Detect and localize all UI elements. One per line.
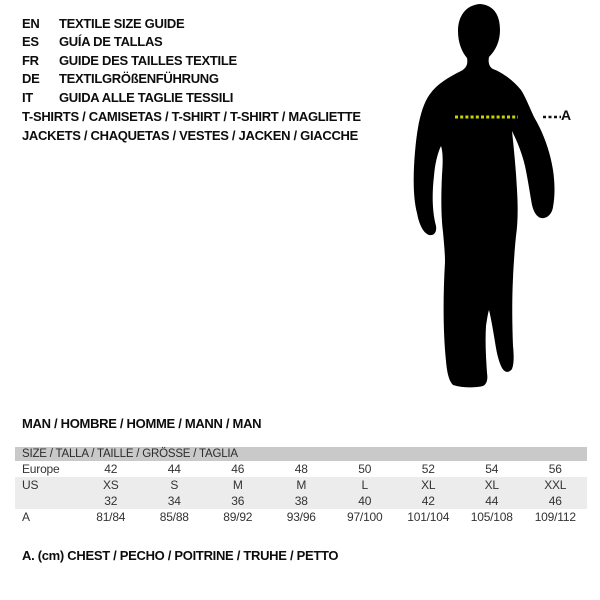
language-code: DE: [22, 71, 40, 87]
size-cell: 42: [104, 462, 118, 476]
size-cell: 101/104: [407, 510, 450, 524]
table-row: [15, 477, 587, 493]
language-row: [22, 52, 237, 70]
size-table-header: SIZE / TALLA / TAILLE / GRÖSSE / TAGLIA: [15, 447, 587, 461]
row-label: US: [15, 477, 79, 493]
product-line-jackets: JACKETS / CHAQUETAS / VESTES / JACKEN / GIACCHE: [22, 128, 358, 143]
product-line-tshirts: T-SHIRTS / CAMISETAS / T-SHIRT / T-SHIRT / MAGLIETTE: [22, 109, 361, 124]
measure-label-a: A: [561, 107, 572, 123]
size-cell: 42: [397, 493, 461, 509]
size-cell: XL: [397, 477, 461, 493]
language-row: [22, 33, 237, 51]
product-category-lines: [22, 107, 361, 145]
size-cell: 44: [167, 462, 181, 476]
language-row: [22, 70, 237, 88]
size-cell: 105/108: [470, 510, 513, 524]
language-list: [22, 15, 237, 107]
man-silhouette-shape: [414, 4, 555, 387]
size-cell: 38: [270, 493, 334, 509]
size-cell: 89/92: [223, 510, 253, 524]
language-code: FR: [22, 52, 39, 68]
size-cell: XL: [460, 477, 524, 493]
size-cell: 52: [421, 462, 435, 476]
language-label: GUIDE DES TAILLES TEXTILE: [59, 52, 237, 68]
size-cell: 46: [524, 493, 588, 509]
size-cell: L: [333, 477, 397, 493]
row-label: [15, 493, 79, 509]
man-silhouette: [413, 0, 568, 390]
table-row: [15, 493, 587, 509]
size-cell: XS: [79, 477, 143, 493]
size-cell: 50: [358, 462, 372, 476]
size-cell: 46: [231, 462, 245, 476]
language-label: TEXTILE SIZE GUIDE: [59, 16, 185, 31]
size-cell: M: [206, 477, 270, 493]
size-cell: 36: [206, 493, 270, 509]
language-label: TEXTILGRÖßENFÜHRUNG: [59, 71, 219, 87]
size-cell: 93/96: [286, 510, 316, 524]
size-cell: 32: [79, 493, 143, 509]
language-label: GUIDA ALLE TAGLIE TESSILI: [59, 89, 234, 105]
size-cell: 97/100: [346, 510, 383, 524]
measurement-footnote: A. (cm) CHEST / PECHO / POITRINE / TRUHE / PETTO: [22, 548, 339, 563]
size-cell: 44: [460, 493, 524, 509]
language-code: EN: [22, 16, 40, 31]
size-table-body: [15, 461, 587, 525]
size-table: [15, 447, 587, 525]
size-cell: 109/112: [534, 510, 576, 524]
size-cell: 40: [333, 493, 397, 509]
size-table-header-row: [15, 447, 587, 461]
gender-caption: MAN / HOMBRE / HOMME / MANN / MAN: [22, 416, 262, 431]
size-cell: 85/88: [159, 510, 189, 524]
language-code: IT: [22, 89, 33, 105]
language-label: GUÍA DE TALLAS: [59, 34, 163, 50]
size-cell: 54: [485, 462, 499, 476]
size-cell: 81/84: [96, 510, 126, 524]
table-row: [15, 461, 587, 477]
size-cell: S: [143, 477, 207, 493]
size-cell: M: [270, 477, 334, 493]
size-cell: 48: [294, 462, 308, 476]
row-label: Europe: [22, 462, 60, 476]
language-row: [22, 89, 237, 107]
language-code: ES: [22, 34, 39, 50]
language-row: [22, 15, 237, 33]
size-cell: 34: [143, 493, 207, 509]
table-row: [15, 509, 587, 525]
size-cell: 56: [548, 462, 562, 476]
size-cell: XXL: [524, 477, 588, 493]
row-label: A: [22, 510, 30, 524]
